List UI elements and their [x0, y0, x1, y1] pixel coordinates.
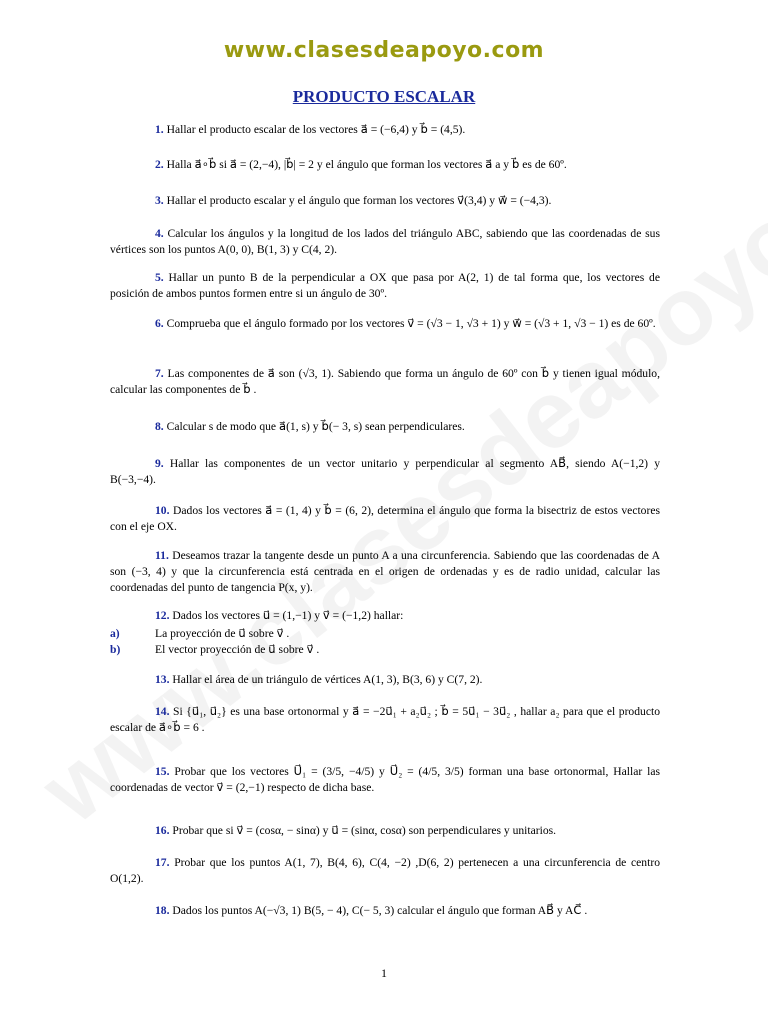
exercise-number: 4.: [155, 227, 164, 240]
exercise-text: Probar que si v⃗ = (cosα, − sinα) y u⃗ = (sinα, cosα) son perpendiculares y unitarios.: [169, 824, 557, 837]
exercise-16: [110, 823, 660, 839]
exercise-number: 10.: [155, 504, 170, 517]
exercise-1: [110, 122, 660, 138]
exercise-text: Dados los vectores u⃗ = (1,−1) y v⃗ = (−1,2) hallar:: [169, 609, 404, 622]
exercise-text: Halla a⃗∘b⃗ si a⃗ = (2,−4), |b⃗| = 2 y el ángulo que forman los vectores a⃗ a y b⃗ es de 60º.: [163, 158, 567, 171]
exercise-text: Probar que los puntos A(1, 7), B(4, 6), C(4, −2) ,D(6, 2) pertenecen a una circunferencia de centro O(1,2).: [110, 856, 660, 885]
exercise-8: [110, 419, 660, 435]
exercise-text: Hallar las componentes de un vector unitario y perpendicular al segmento AB⃗, siendo A(−1,2) y B(−3,−4).: [110, 457, 660, 486]
exercise-number: 18.: [155, 904, 170, 917]
exercise-text: Hallar un punto B de la perpendicular a OX que pasa por A(2, 1) de tal forma que, los vectores de posición de ambos puntos formen entre si un ángulo de 30º.: [110, 271, 660, 300]
exercise-text: Si {u⃗₁, u⃗₂} es una base ortonormal y a⃗ = −2u⃗₁ + a₂u⃗₂ ; b⃗ = 5u⃗₁ − 3u⃗₂ , hallar a₂ para que el producto escalar de a⃗∘b⃗ = 6 .: [110, 705, 660, 734]
exercise-text: Hallar el área de un triángulo de vértices A(1, 3), B(3, 6) y C(7, 2).: [169, 673, 483, 686]
exercise-number: 14.: [155, 705, 170, 718]
exercise-text: Calcular los ángulos y la longitud de los lados del triángulo ABC, sabiendo que las coordenadas de sus vértices son los puntos A(0, 0), B(1, 3) y C(4, 2).: [110, 227, 660, 256]
exercise-text: Dados los vectores a⃗ = (1, 4) y b⃗ = (6, 2), determina el ángulo que forma la bisectriz de estos vectores con el eje OX.: [110, 504, 660, 533]
exercise-12-item-a: [110, 626, 660, 642]
exercise-number: 8.: [155, 420, 164, 433]
exercise-14: [110, 704, 660, 736]
exercise-11: [110, 548, 660, 596]
exercise-number: 9.: [155, 457, 164, 470]
page-number: 1: [381, 966, 387, 980]
exercise-number: 2.: [155, 158, 164, 171]
exercise-17: [110, 855, 660, 887]
exercise-15: [110, 764, 660, 796]
item-text: La proyección de u⃗ sobre v⃗ .: [155, 627, 290, 640]
exercise-text: Dados los puntos A(−√3, 1) B(5, − 4), C(− 5, 3) calcular el ángulo que forman AB⃗ y AC⃗ .: [169, 904, 588, 917]
exercise-12-item-b: [110, 642, 660, 658]
exercise-number: 15.: [155, 765, 170, 778]
page-title: PRODUCTO ESCALAR: [292, 87, 476, 106]
exercise-number: 7.: [155, 367, 164, 380]
exercise-6: [110, 316, 660, 332]
exercise-text: Hallar el producto escalar de los vectores a⃗ = (−6,4) y b⃗ = (4,5).: [163, 123, 466, 136]
exercise-13: [110, 672, 660, 688]
exercise-number: 6.: [155, 317, 164, 330]
item-label: b): [110, 643, 121, 656]
exercise-9: [110, 456, 660, 488]
exercise-10: [110, 503, 660, 535]
exercise-text: Comprueba que el ángulo formado por los vectores v⃗ = (√3 − 1, √3 + 1) y w⃗ = (√3 + 1, √3 − 1) es de 60º.: [163, 317, 656, 330]
exercise-text: Deseamos trazar la tangente desde un punto A a una circunferencia. Sabiendo que las coordenadas de A son (−3, 4) y que la circunferencia está centrada en el origen de ordenadas y es de radio unidad, calcular las coordenadas del punto de tangencia P(x, y).: [110, 549, 660, 594]
exercise-number: 1.: [155, 123, 164, 136]
exercise-7: [110, 366, 660, 398]
exercise-4: [110, 226, 660, 258]
site-url: www.clasesdeapoyo.com: [223, 38, 545, 63]
exercise-text: Hallar el producto escalar y el ángulo que forman los vectores v⃗(3,4) y w⃗ = (−4,3).: [163, 194, 552, 207]
exercise-text: Las componentes de a⃗ son (√3, 1). Sabiendo que forma un ángulo de 60º con b⃗ y tienen igual módulo, calcular las componentes de b⃗ .: [110, 367, 660, 396]
exercise-3: [110, 193, 660, 209]
exercise-18: [110, 903, 660, 919]
exercise-2: [110, 157, 660, 173]
exercise-5: [110, 270, 660, 302]
item-label: a): [110, 627, 120, 640]
exercise-number: 3.: [155, 194, 164, 207]
exercise-text: Probar que los vectores U⃗₁ = (3/5, −4/5) y U⃗₂ = (4/5, 3/5) forman una base ortonormal, Hallar las coordenadas de vector v⃗ = (2,−1) respecto de dicha base.: [110, 765, 660, 794]
exercise-number: 13.: [155, 673, 170, 686]
exercise-12: [110, 608, 660, 624]
exercise-number: 16.: [155, 824, 170, 837]
item-text: El vector proyección de u⃗ sobre v⃗ .: [155, 643, 320, 656]
exercise-number: 11.: [155, 549, 169, 562]
exercise-number: 5.: [155, 271, 164, 284]
exercise-text: Calcular s de modo que a⃗(1, s) y b⃗(− 3, s) sean perpendiculares.: [163, 420, 465, 433]
exercise-number: 12.: [155, 609, 170, 622]
exercise-number: 17.: [155, 856, 170, 869]
